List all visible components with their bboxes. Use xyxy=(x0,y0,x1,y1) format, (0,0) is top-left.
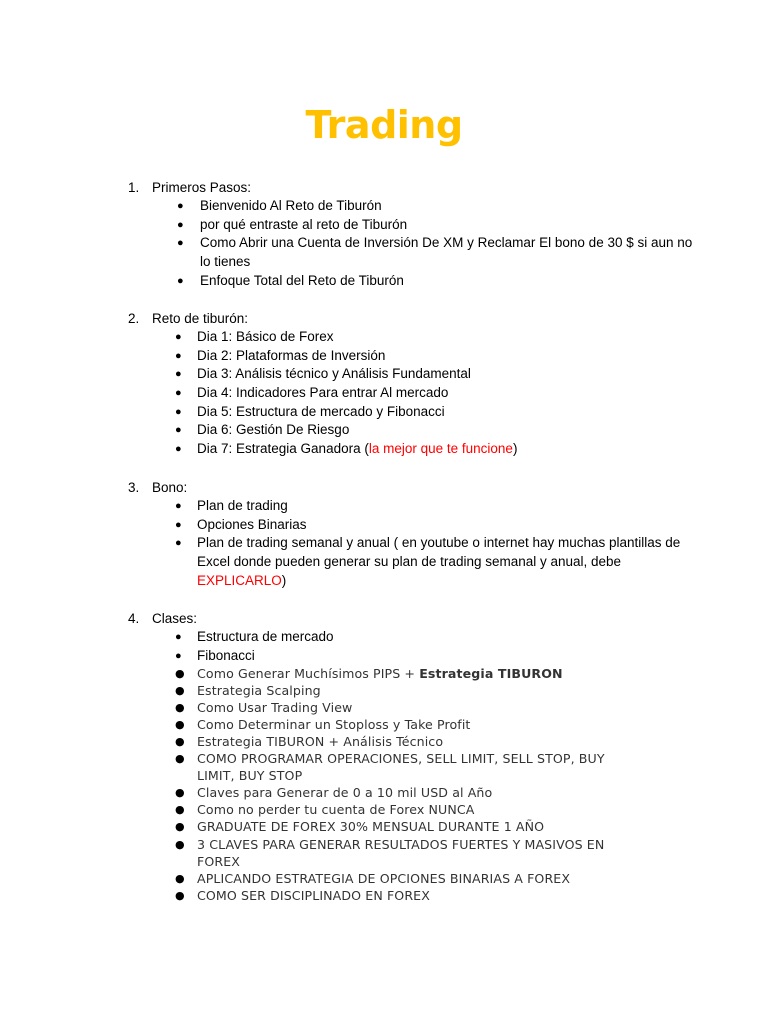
bullet-icon: ● xyxy=(175,537,182,549)
bullet-icon: ● xyxy=(177,200,184,212)
bullet-icon: ● xyxy=(175,838,185,851)
section-heading xyxy=(128,310,248,328)
bullet-icon: ● xyxy=(175,752,185,765)
bullet-icon: ● xyxy=(175,443,182,455)
section-number: 2. xyxy=(128,311,140,326)
bullet-icon: ● xyxy=(175,500,182,512)
section-heading xyxy=(128,479,187,497)
highlight-text: EXPLICARLO xyxy=(197,573,282,588)
bullet-icon: ● xyxy=(175,786,185,799)
bullet-icon: ● xyxy=(175,519,182,531)
document-title: Trading xyxy=(305,103,463,147)
bullet-icon: ● xyxy=(175,667,185,680)
section-title: Primeros Pasos: xyxy=(152,180,252,195)
bullet-icon: ● xyxy=(175,872,185,885)
bullet-icon: ● xyxy=(177,219,184,231)
section-number: 1. xyxy=(128,180,140,195)
section-number: 4. xyxy=(128,611,140,626)
bullet-icon: ● xyxy=(175,350,182,362)
bullet-icon: ● xyxy=(175,406,182,418)
bullet-icon: ● xyxy=(175,387,182,399)
highlight-text: la mejor que te funcione xyxy=(368,441,513,456)
bullet-icon: ● xyxy=(175,631,182,643)
section-number: 3. xyxy=(128,480,140,495)
bullet-icon: ● xyxy=(175,889,185,902)
bullet-icon: ● xyxy=(175,735,185,748)
section-title: Bono: xyxy=(152,480,188,495)
bullet-icon: ● xyxy=(175,701,185,714)
section-title: Clases: xyxy=(152,611,198,626)
bullet-icon: ● xyxy=(175,820,185,833)
bullet-icon: ● xyxy=(175,368,182,380)
section-title: Reto de tiburón: xyxy=(152,311,249,326)
bullet-icon: ● xyxy=(177,237,184,249)
bullet-icon: ● xyxy=(175,331,182,343)
bullet-icon: ● xyxy=(175,718,185,731)
bullet-icon: ● xyxy=(177,275,184,287)
bold-text: Estrategia TIBURON xyxy=(419,666,563,681)
bullet-icon: ● xyxy=(175,684,185,697)
bullet-icon: ● xyxy=(175,803,185,816)
section-heading xyxy=(128,610,197,628)
document-page: Trading 1. Primeros Pasos: ● Bienvenido Al Reto de Tiburón ● por qué entraste al reto de Tiburón ● Como Abrir una Cuenta de Inversión De XM y Reclamar El bono de 30 $ si aun no lo tienes ● Enfoque Total del Reto de Tiburón 2. Reto de tiburón: ● Dia 1: Básico de Forex ● Dia 2: Plataformas de Inversión ● Dia 3: Análisis técnico y Análisis Fundamental ● Dia 4: Indicadores Para entrar Al mercado ● Dia 5: Estructura de mercado y Fibonacci ● Dia 6: Gestión De Riesgo ● Dia 7: Estrategia Ganadora (la mejor que te funcione) 3. Bono: ● Plan de trading ● Opciones Binarias ● Plan de trading semanal y anual ( en youtube o internet hay muchas plantillas de Excel donde pueden generar su plan de trading semanal y anual, debe EXPLICARLO) 4. Clases: ● Estructura de mercado ● Fibonacci ● Como Generar Muchísimos PIPS + Estrategia TIBURON ● Estrategia Scalping ● Como Usar Trading View ● Como Determinar un Stoploss y Take Profit ● Estrategia TIBURON + Análisis Técnico ● COMO PROGRAMAR OPERACIONES, SELL LIMIT, SELL STOP, BUY LIMIT, BUY STOP ● Claves para Generar de 0 a 10 mil USD al Año ● Como no perder tu cuenta de Forex NUNCA ● GRADUATE DE FOREX 30% MENSUAL DURANTE 1 AÑO ● 3 CLAVES PARA GENERAR RESULTADOS FUERTES Y MASIVOS EN FOREX ● APLICANDO ESTRATEGIA DE OPCIONES BINARIAS A FOREX ● COMO SER DISCIPLINADO EN FOREX xyxy=(0,0,768,1024)
bullet-icon: ● xyxy=(175,650,182,662)
bullet-icon: ● xyxy=(175,424,182,436)
section-heading xyxy=(128,179,251,197)
